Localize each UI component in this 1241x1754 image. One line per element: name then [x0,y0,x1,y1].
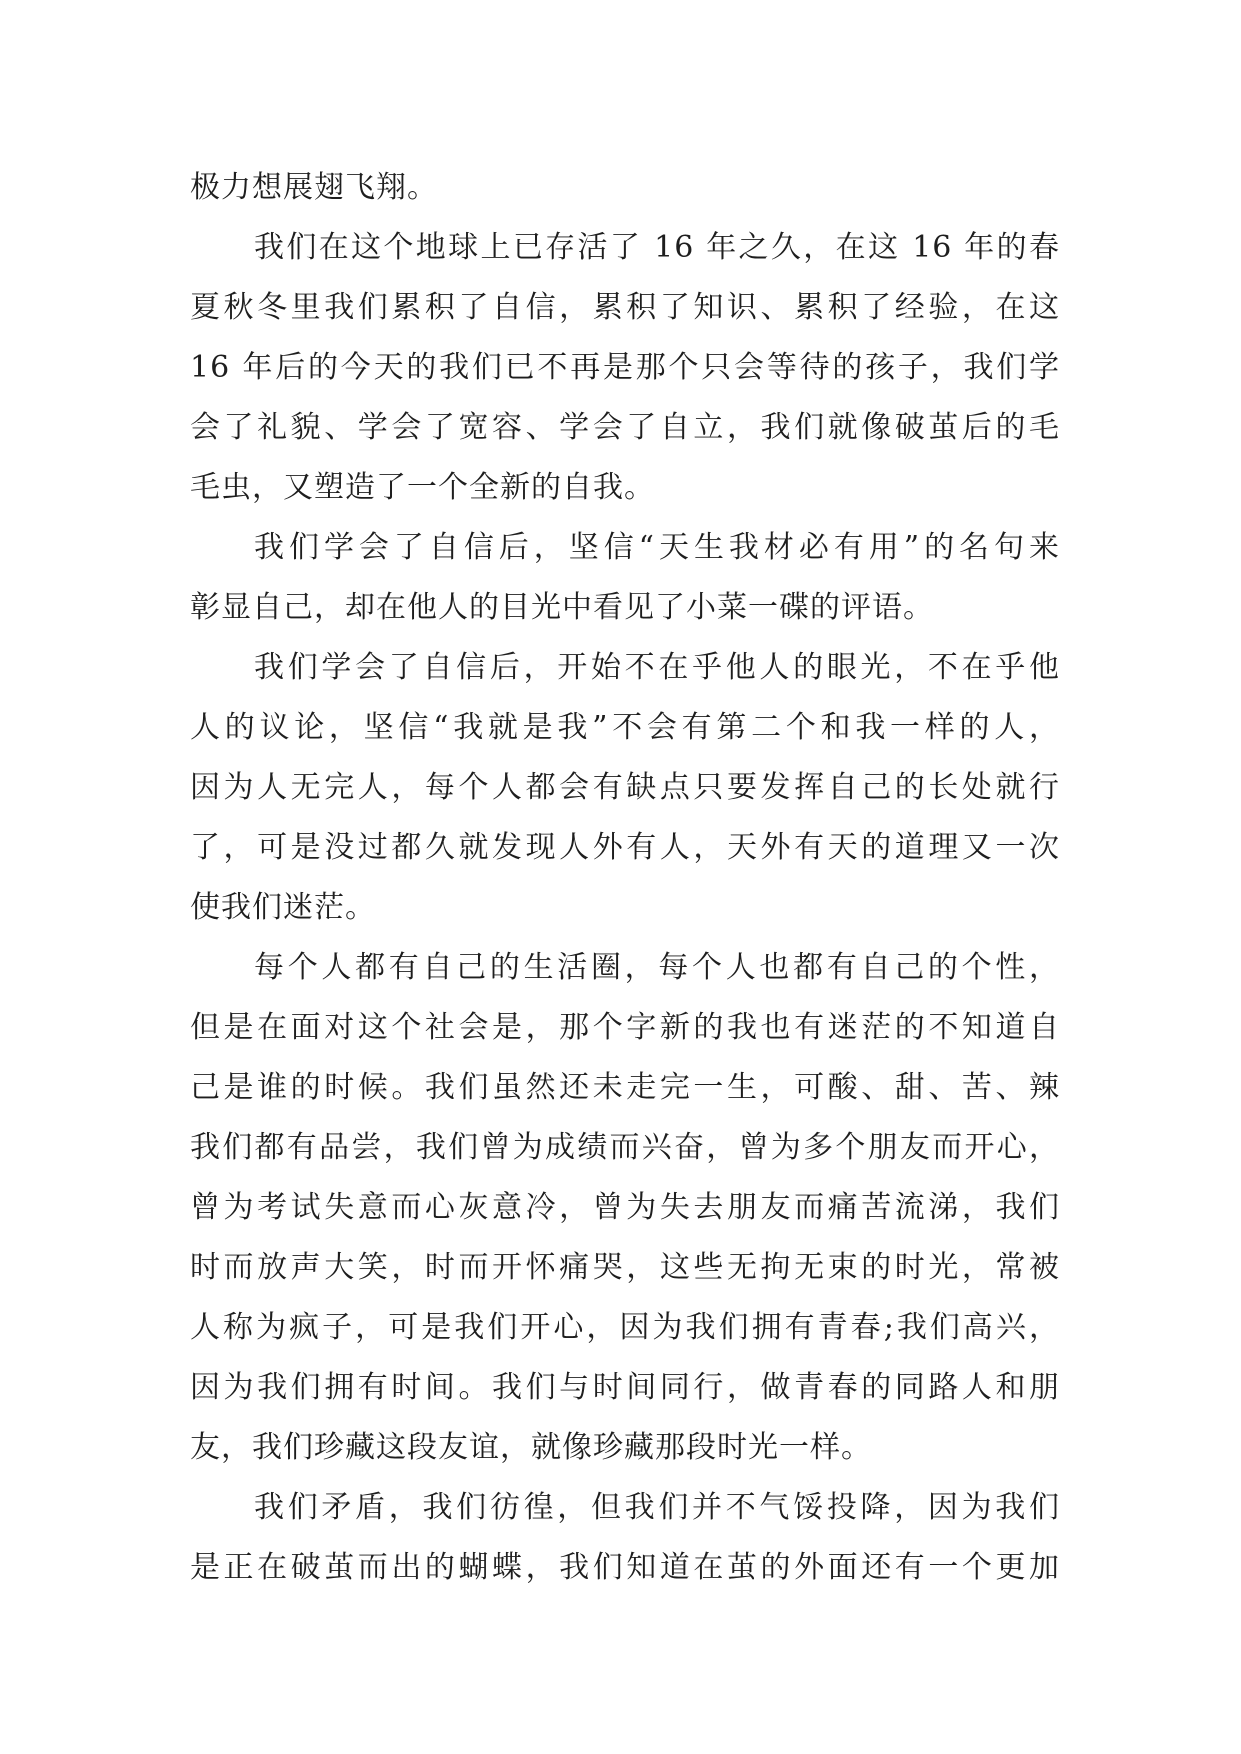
text-line: 我们都有品尝，我们曾为成绩而兴奋，曾为多个朋友而开心， [190,1130,1060,1165]
text-line: 极力想展翅飞翔。 [190,170,438,205]
text-line: 会了礼貌、学会了宽容、学会了自立，我们就像破茧后的毛 [190,410,1060,445]
text-line: 使我们迷茫。 [190,890,376,925]
text-line: 夏秋冬里我们累积了自信，累积了知识、累积了经验，在这 [190,290,1060,325]
text-line: 是正在破茧而出的蝴蝶，我们知道在茧的外面还有一个更加 [190,1550,1060,1585]
text-line: 己是谁的时候。我们虽然还未走完一生，可酸、甜、苦、辣 [190,1070,1060,1105]
text-line: 因为我们拥有时间。我们与时间同行，做青春的同路人和朋 [190,1370,1060,1405]
text-line: 彰显自己，却在他人的目光中看见了小菜一碟的评语。 [190,590,934,625]
text-line: 人的议论，坚信“我就是我”不会有第二个和我一样的人， [190,710,1060,745]
text-line: 人称为疯子，可是我们开心，因为我们拥有青春;我们高兴， [190,1310,1060,1345]
document-body [190,158,1060,1598]
text-line: 我们矛盾，我们彷徨，但我们并不气馁投降，因为我们 [254,1490,1060,1525]
text-line: 16 年后的今天的我们已不再是那个只会等待的孩子，我们学 [190,350,1060,385]
text-line: 了，可是没过都久就发现人外有人，天外有天的道理又一次 [190,830,1060,865]
text-line: 但是在面对这个社会是，那个字新的我也有迷茫的不知道自 [190,1010,1060,1045]
text-line: 因为人无完人，每个人都会有缺点只要发挥自己的长处就行 [190,770,1060,805]
text-line: 时而放声大笑，时而开怀痛哭，这些无拘无束的时光，常被 [190,1250,1060,1285]
text-line: 友，我们珍藏这段友谊，就像珍藏那段时光一样。 [190,1430,872,1465]
text-line: 曾为考试失意而心灰意冷，曾为失去朋友而痛苦流涕，我们 [190,1190,1060,1225]
text-line: 我们学会了自信后，开始不在乎他人的眼光，不在乎他 [254,650,1060,685]
text-line: 毛虫，又塑造了一个全新的自我。 [190,470,655,505]
text-line: 每个人都有自己的生活圈，每个人也都有自己的个性， [254,950,1060,985]
text-line: 我们在这个地球上已存活了 16 年之久，在这 16 年的春 [254,230,1060,265]
text-line: 我们学会了自信后，坚信“天生我材必有用”的名句来 [254,530,1060,565]
